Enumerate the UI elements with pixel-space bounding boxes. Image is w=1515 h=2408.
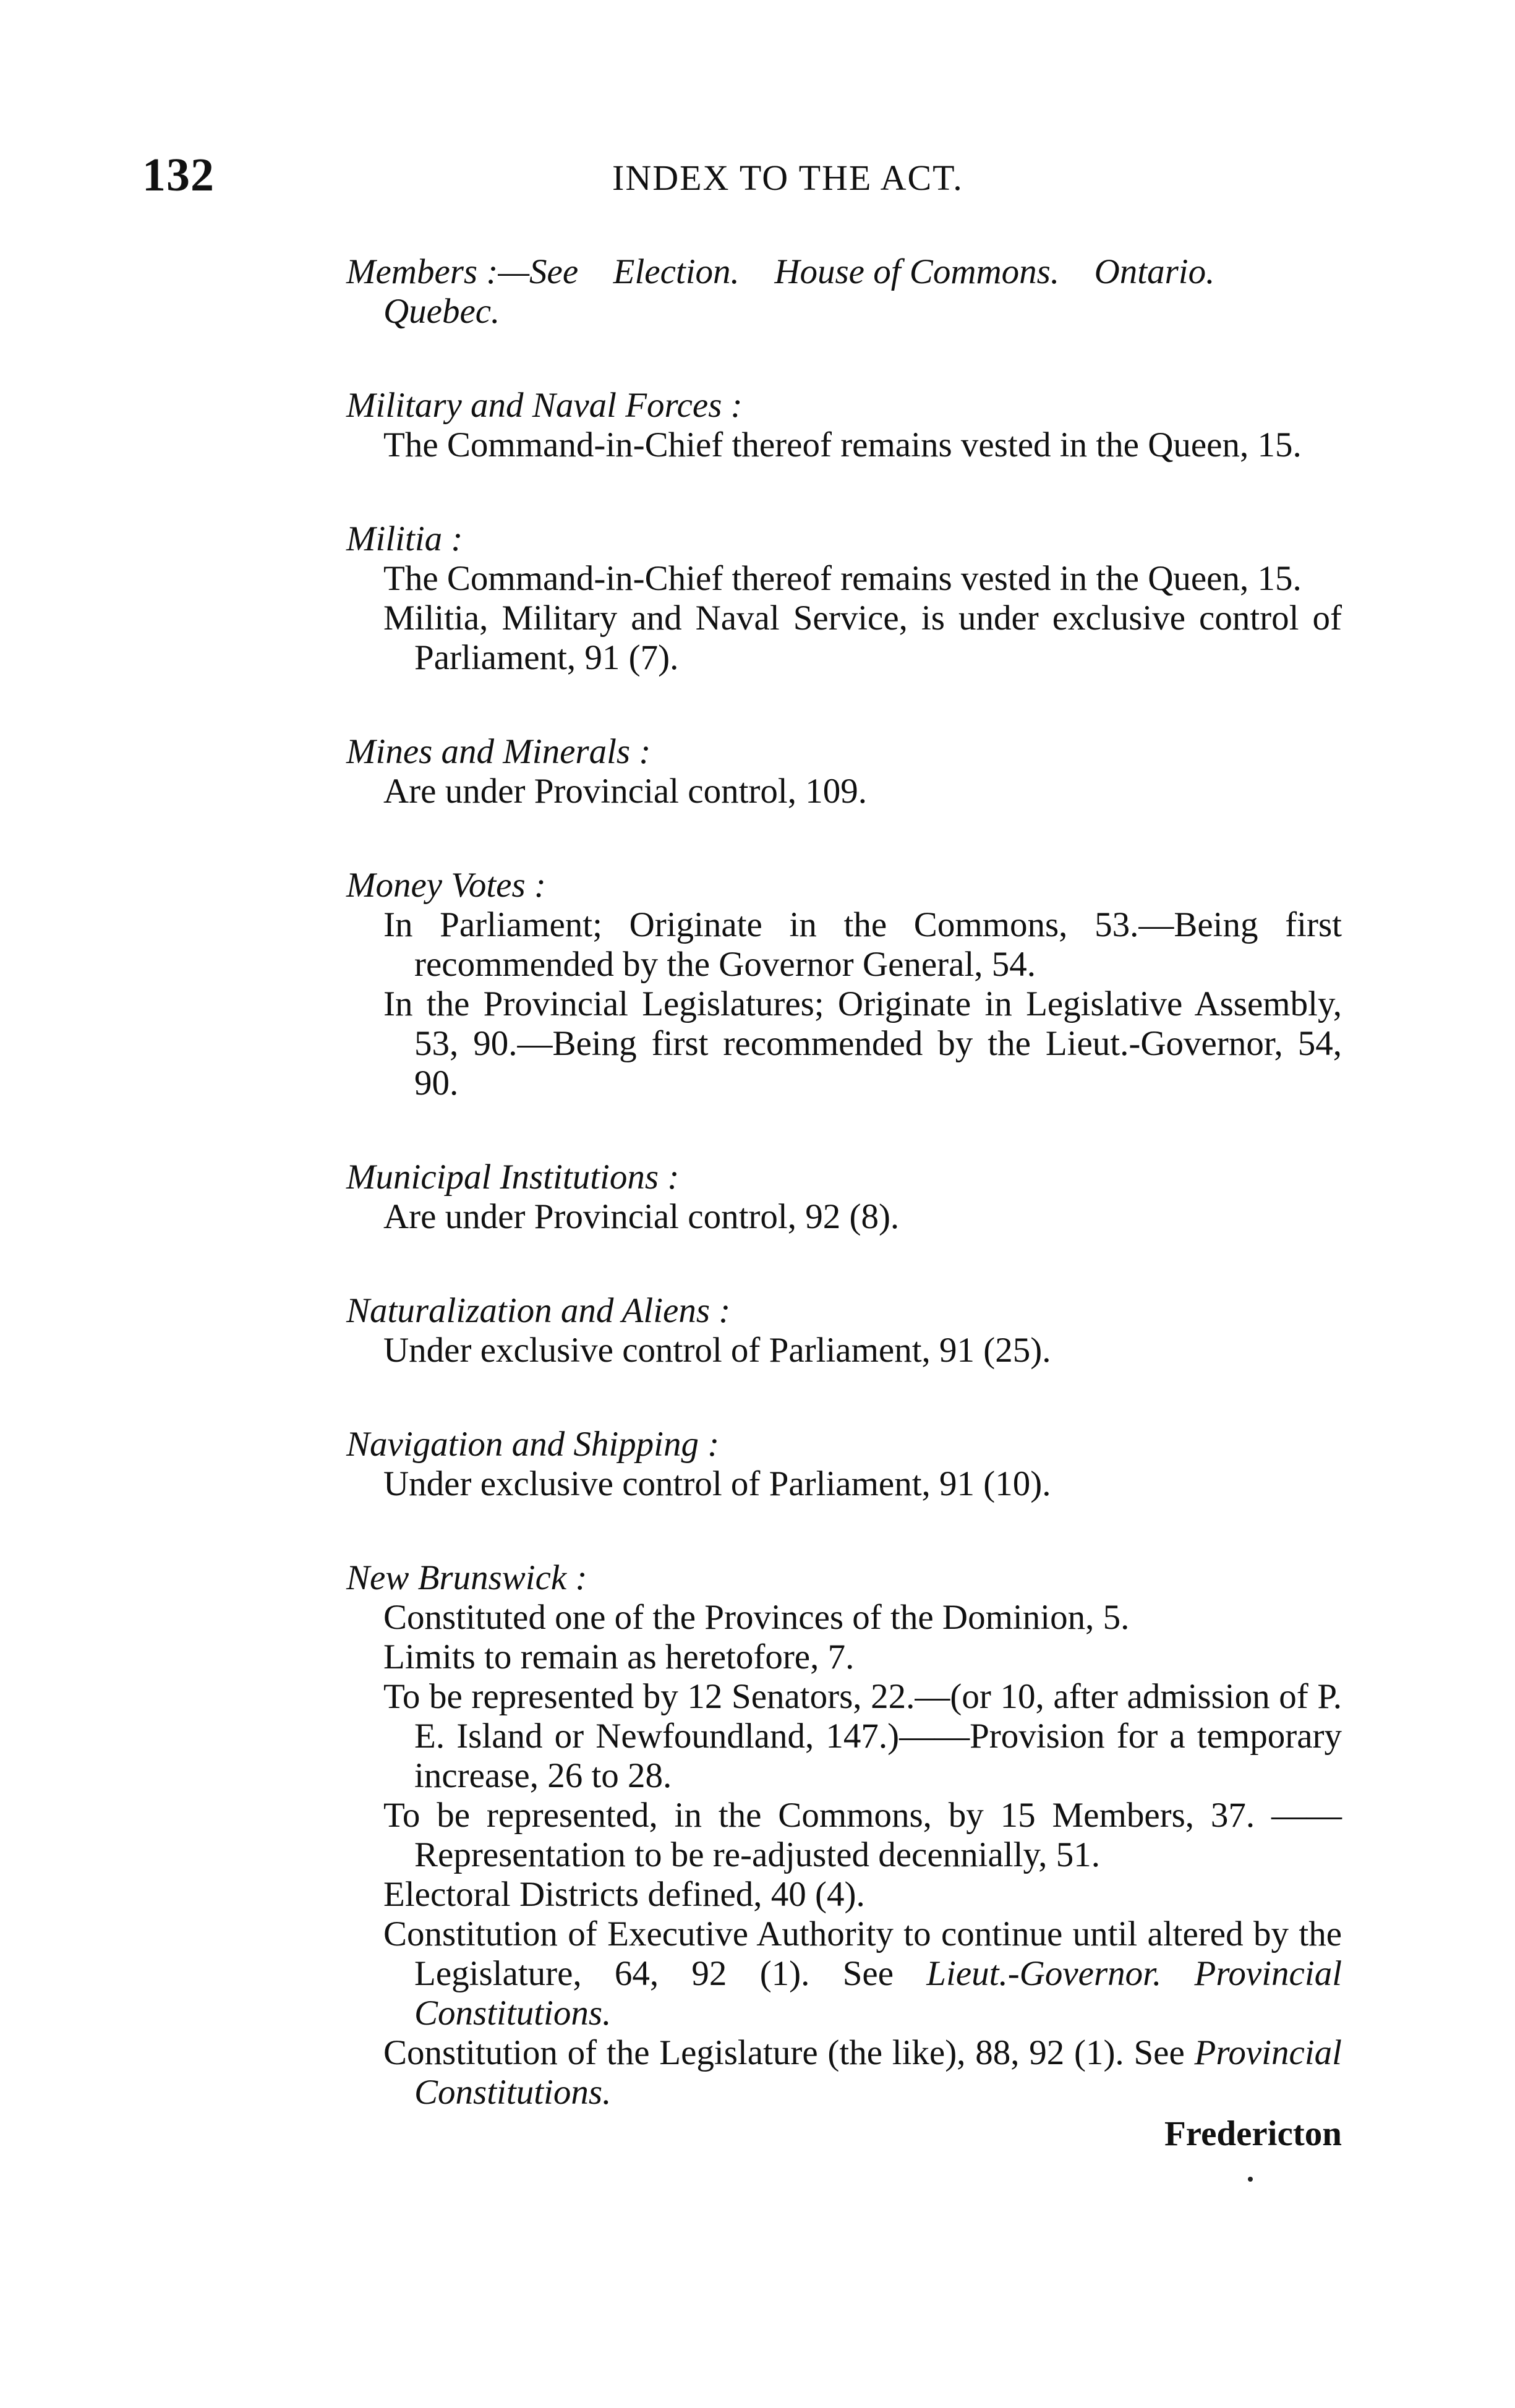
entry-line — [346, 1915, 1342, 2033]
entry-heading: Militia : — [346, 519, 463, 558]
index-entry-navigation — [346, 1425, 1342, 1504]
cross-reference: Provincial Constitutions. — [414, 2033, 1342, 2112]
see-word: See — [842, 1954, 894, 1993]
catchword: Fredericton — [1164, 2114, 1342, 2153]
entry-line: In Parliament; Originate in the Commons, 53.—Being first recommended by the Governor General, 54. — [383, 905, 1342, 984]
entry-line-text: Constitution of the Legislature (the like), 88, 92 (1). — [383, 2033, 1124, 2072]
entry-line: Are under Provincial control, 109. — [383, 772, 867, 811]
index-entry-new-brunswick — [346, 1558, 1342, 2112]
entry-line: To be represented by 12 Senators, 22.—(or 10, after admission of P. E. Island or Newfoundland, 147.)——Provision for a temporary increase, 26 to 28. — [383, 1677, 1342, 1795]
entry-line: Limits to remain as heretofore, 7. — [383, 1637, 855, 1676]
cross-reference: House of Commons. — [774, 252, 1060, 291]
index-entry-money-votes — [346, 866, 1342, 1103]
entry-line: The Command-in-Chief thereof remains vested in the Queen, 15. — [383, 559, 1302, 598]
index-entry-militia — [346, 519, 1342, 678]
cross-reference: Quebec. — [383, 292, 500, 331]
running-head: INDEX TO THE ACT. — [612, 158, 963, 198]
print-mark — [1248, 2177, 1253, 2182]
entry-line: Militia, Military and Naval Service, is under exclusive control of Parliament, 91 (7). — [383, 599, 1342, 677]
entry-heading: Naturalization and Aliens : — [346, 1291, 731, 1330]
entry-heading: Military and Naval Forces : — [346, 386, 743, 425]
entry-line: Under exclusive control of Parliament, 91 (10). — [383, 1464, 1051, 1503]
entry-line: To be represented, in the Commons, by 15 Members, 37. ——Representation to be re-adjusted decennially, 51. — [383, 1796, 1342, 1874]
cross-reference: Provincial Constitutions. — [414, 1954, 1342, 2033]
entry-line: Under exclusive control of Parliament, 91 (25). — [383, 1331, 1051, 1370]
index-entry-mines — [346, 732, 1342, 811]
see-word: See — [1133, 2033, 1185, 2072]
entry-line: Constituted one of the Provinces of the Dominion, 5. — [383, 1598, 1130, 1637]
entry-heading: Navigation and Shipping : — [346, 1425, 720, 1464]
entry-line — [346, 292, 1342, 331]
entry-heading: Money Votes : — [346, 866, 546, 905]
entry-line — [346, 2033, 1342, 2112]
cross-reference: Ontario. — [1094, 252, 1215, 291]
entry-heading-text: Members :—See — [346, 252, 579, 291]
entry-heading: Mines and Minerals : — [346, 732, 651, 771]
index-entry-military — [346, 386, 1342, 465]
index-entry-members — [346, 252, 1342, 331]
cross-reference: Election. — [613, 252, 740, 291]
index-entry-municipal — [346, 1158, 1342, 1237]
entry-heading: Municipal Institutions : — [346, 1158, 680, 1197]
index-entry-naturalization — [346, 1291, 1342, 1370]
entry-heading: New Brunswick : — [346, 1558, 587, 1597]
entry-line: Are under Provincial control, 92 (8). — [383, 1197, 900, 1236]
entry-line: In the Provincial Legislatures; Originate in Legislative Assembly, 53, 90.—Being first recommended by the Lieut.-Governor, 54, 90. — [383, 984, 1342, 1103]
entry-line: The Command-in-Chief thereof remains vested in the Queen, 15. — [383, 425, 1302, 464]
entry-line-text: Constitution of Executive Authority to continue until altered by the Legislature, 64, 92 (1). — [383, 1915, 1342, 1993]
cross-reference: Lieut.-Governor. — [926, 1954, 1162, 1993]
page-number: 132 — [142, 149, 215, 201]
page-header — [142, 148, 1348, 223]
entry-line: Electoral Districts defined, 40 (4). — [383, 1875, 865, 1914]
entry-heading — [346, 252, 1342, 292]
index-content — [346, 252, 1342, 2167]
